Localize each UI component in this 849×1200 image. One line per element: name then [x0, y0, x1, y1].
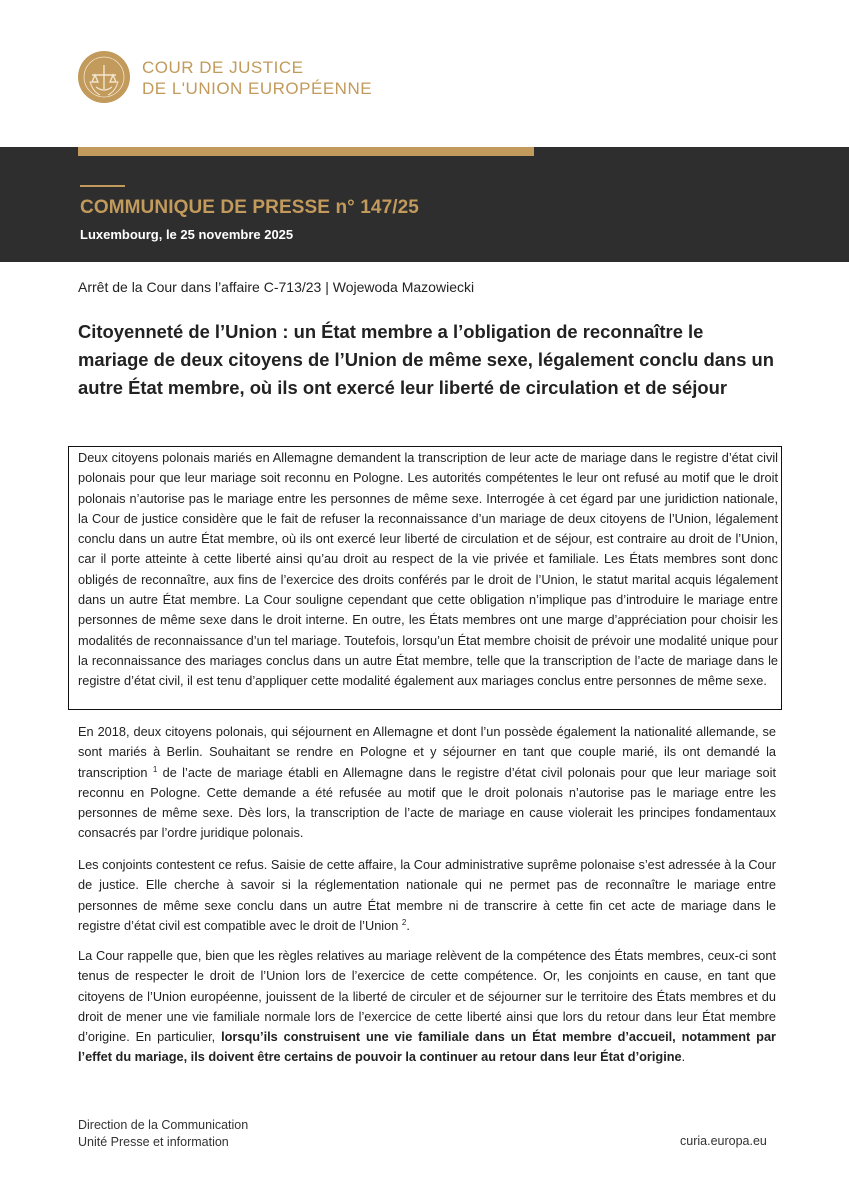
court-name-line2: DE L'UNION EUROPÉENNE — [142, 79, 373, 98]
gold-accent-bar — [78, 147, 534, 156]
footnote-ref-2[interactable]: 2 — [401, 917, 407, 927]
curia-court-seal-icon — [78, 51, 130, 103]
court-seal-logo — [78, 51, 130, 103]
headline: Citoyenneté de l’Union : un État membre a l’obligation de reconnaître le mariage de deux citoyens de l’Union de même sexe, légalement conclu dans un autre État membre, où ils ont exercé leur liberté de circulation et de séjour — [78, 321, 774, 398]
gold-rule — [80, 185, 125, 187]
body-paragraph-2 — [78, 855, 776, 936]
footer-department — [78, 1117, 248, 1151]
body-paragraph-3 — [78, 946, 776, 1068]
p2-text: Les conjoints contestent ce refus. Saisie de cette affaire, la Cour administrative suprême polonaise s’est adressée à la Cour de justice. Elle cherche à savoir si la réglementation nationale qui ne permet pas de reconnaître le mariage entre personnes de même sexe conclu dans un autre État membre ni de transcrire à cette fin cet acte de mariage dans le registre d’état civil est compatible avec le droit de l’Union — [78, 857, 776, 933]
footnote-ref-1[interactable]: 1 — [152, 764, 158, 774]
court-name — [142, 57, 372, 99]
case-reference: Arrêt de la Cour dans l’affaire C-713/23 | Wojewoda Mazowiecki — [78, 279, 475, 295]
footer-line2: Unité Presse et information — [78, 1135, 229, 1149]
court-name-line1: COUR DE JUSTICE — [142, 58, 304, 77]
p1-text: En 2018, deux citoyens polonais, qui séjournent en Allemagne et dont l’un possède également la nationalité allemande, se sont mariés à Berlin. Souhaitant se rendre en Pologne et y séjourner en tant que couple marié, ils ont demandé la transcription — [78, 724, 776, 780]
body-paragraph-1 — [78, 722, 776, 844]
summary-text: Deux citoyens polonais mariés en Allemagne demandent la transcription de leur acte de mariage dans le registre d’état civil polonais pour que leur mariage soit reconnu en Pologne. Les autorités compétentes le leur ont refusé au motif que le droit polonais n’autorise pas le mariage entre les personnes de même sexe. Interrogée à cet égard par une juridiction nationale, la Cour de justice considère que le fait de refuser la reconnaissance d’un mariage de deux citoyens de l’Union, légalement conclu dans un autre État membre, où ils ont exercé leur liberté de circulation et de séjour, est contraire au droit de l’Union, car il porte atteinte à cette liberté ainsi qu’au droit au respect de la vie privée et familiale. Les États membres sont donc obligés de reconnaître, aux fins de l’exercice des droits conférés par le droit de l’Union, le statut marital acquis légalement dans un autre État membre. La Cour souligne cependant que cette obligation n’implique pas d’introduire le mariage entre personnes de même sexe dans le droit interne. En outre, les États membres ont une marge d’appréciation pour choisir les modalités de reconnaissance d’un tel mariage. Toutefois, lorsqu’un État membre choisit de prévoir une modalité unique pour la reconnaissance des mariages conclus dans un autre État membre, telle que la transcription de l’acte de mariage dans le registre d’état civil, il est tenu d’appliquer cette modalité également aux mariages conclus entre personnes de même sexe. — [78, 450, 778, 689]
p3-bold-text: lorsqu’ils construisent une vie familiale dans un État membre d’accueil, notamment par l’effet du mariage, ils doivent être certains de pouvoir la continuer au retour dans leur État d’origine — [78, 1029, 776, 1065]
footer-line1: Direction de la Communication — [78, 1118, 249, 1132]
press-release-title: COMMUNIQUE DE PRESSE n° 147/25 — [80, 197, 419, 218]
press-release-banner — [0, 147, 849, 262]
press-release-date: Luxembourg, le 25 novembre 2025 — [80, 227, 294, 242]
p3-text-end: . — [681, 1049, 686, 1065]
footer-website-link[interactable]: curia.europa.eu — [680, 1134, 767, 1148]
p1-text-cont: de l’acte de mariage établi en Allemagne dans le registre d’état civil polonais pour que leur mariage soit reconnu en Pologne. Cette demande a été refusée au motif que le droit polonais n’autorise pas le mariage entre les personnes de même sexe. Dès lors, la transcription de l’acte de mariage en cause violerait les principes fondamentaux consacrés par l’ordre juridique polonais. — [78, 764, 776, 841]
p3-text: La Cour rappelle que, bien que les règles relatives au mariage relèvent de la compétence des États membres, ceux-ci sont tenus de respecter le droit de l’Union lors de l’exercice de cette compétence. Or, les conjoints en cause, en tant que citoyens de l’Union européenne, jouissent de la liberté de circuler et de séjourner sur le territoire des États membres et du droit de mener une vie familiale normale lors de l’exercice de cette liberté ainsi que lors du retour dans leur État membre d’origine. En particulier, — [78, 948, 776, 1045]
p2-text-end: . — [406, 917, 410, 933]
